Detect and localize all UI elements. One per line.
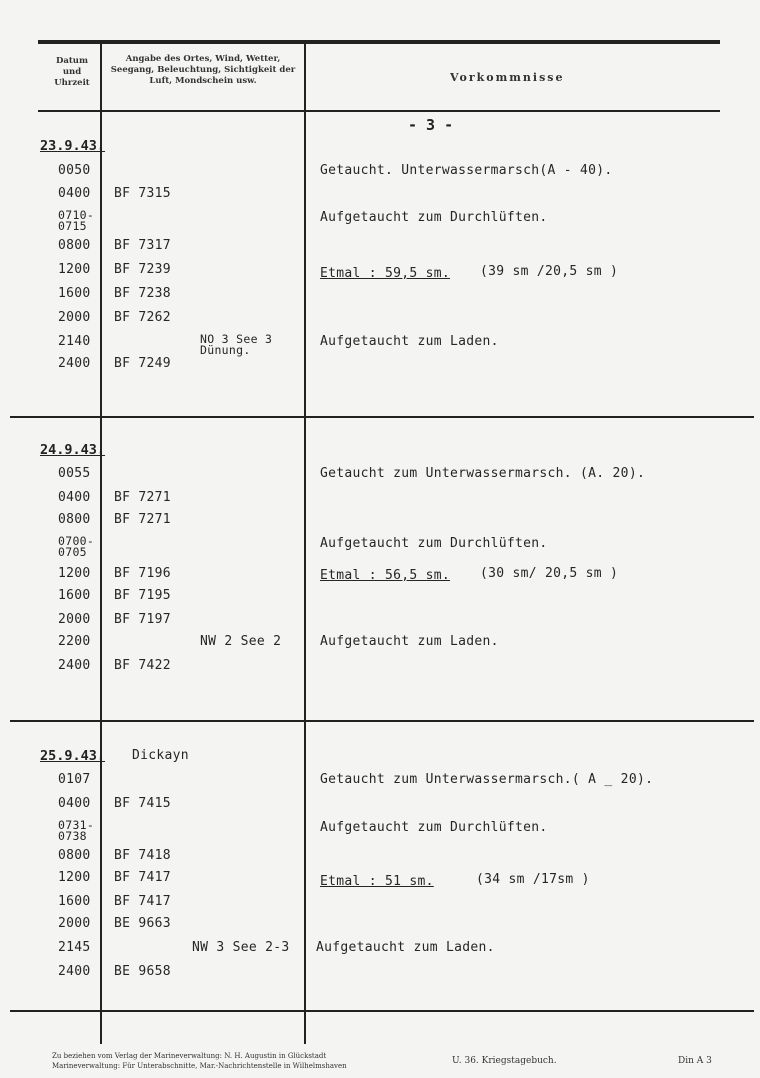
footer-publisher-line-1: Zu beziehen vom Verlag der Marineverwaltung: N. H. Augustin in Glückstadt bbox=[52, 1052, 327, 1060]
header-date-time: Datum und Uhrzeit bbox=[54, 56, 90, 88]
time-cell: 0400 bbox=[58, 186, 91, 201]
event-cell: Aufgetaucht zum Laden. bbox=[316, 940, 495, 955]
event-cell: Aufgetaucht zum Durchlüften. bbox=[320, 820, 548, 835]
position-cell: BF 7238 bbox=[114, 286, 171, 301]
section-separator-2 bbox=[10, 720, 754, 722]
location-note: Dickayn bbox=[132, 748, 189, 763]
etmal-cell: Etmal : 59,5 sm. bbox=[320, 266, 451, 281]
time-cell: 2000 bbox=[58, 916, 91, 931]
time-cell: 2400 bbox=[58, 658, 91, 673]
event-cell: Getaucht zum Unterwassermarsch. (A. 20). bbox=[320, 466, 646, 481]
time-cell: 0050 bbox=[58, 163, 91, 178]
header-events: Vorkommnisse bbox=[450, 71, 565, 84]
position-cell: BF 7317 bbox=[114, 238, 171, 253]
section-separator-1 bbox=[10, 416, 754, 418]
event-cell: Aufgetaucht zum Laden. bbox=[320, 334, 499, 349]
time-cell-range: 0700- 0705 bbox=[58, 534, 95, 559]
weather-cell: NW 3 See 2-3 bbox=[192, 940, 290, 955]
etmal-cell: Etmal : 56,5 sm. bbox=[320, 568, 451, 583]
time-cell: 1600 bbox=[58, 588, 91, 603]
position-cell: BF 7197 bbox=[114, 612, 171, 627]
time-cell: 0400 bbox=[58, 796, 91, 811]
time-cell: 2000 bbox=[58, 310, 91, 325]
position-cell: BF 7249 bbox=[114, 356, 171, 371]
time-cell-range: 0731- 0738 bbox=[58, 818, 95, 843]
time-cell: 1200 bbox=[58, 262, 91, 277]
time-cell: 1600 bbox=[58, 894, 91, 909]
position-cell: BF 7315 bbox=[114, 186, 171, 201]
time-cell: 2140 bbox=[58, 334, 91, 349]
header-bottom-rule bbox=[38, 110, 720, 112]
header-location-weather: Angabe des Ortes, Wind, Wetter, Seegang, Beleuchtung, Sichtigkeit der Luft, Mondschein usw. bbox=[110, 54, 296, 86]
position-cell: BF 7196 bbox=[114, 566, 171, 581]
time-cell: 1200 bbox=[58, 566, 91, 581]
position-cell: BF 7195 bbox=[114, 588, 171, 603]
weather-cell: NO 3 See 3 Dünung. bbox=[200, 332, 273, 357]
etmal-cell: Etmal : 51 sm. bbox=[320, 874, 434, 889]
section-date: 23.9.43. bbox=[40, 138, 106, 154]
weather-cell: NW 2 See 2 bbox=[200, 634, 282, 649]
top-rule bbox=[38, 40, 720, 44]
position-cell: BE 9658 bbox=[114, 964, 171, 979]
position-cell: BF 7415 bbox=[114, 796, 171, 811]
col-line-2 bbox=[304, 44, 306, 1044]
time-cell: 1600 bbox=[58, 286, 91, 301]
footer-publisher-line-2: Marineverwaltung: Für Unterabschnitte, Mar.-Nachrichtenstelle in Wilhelmshaven bbox=[52, 1062, 347, 1070]
time-cell: 0800 bbox=[58, 238, 91, 253]
time-cell: 2400 bbox=[58, 964, 91, 979]
position-cell: BE 9663 bbox=[114, 916, 171, 931]
event-cell: Getaucht. Unterwassermarsch(A - 40). bbox=[320, 163, 613, 178]
position-cell: BF 7239 bbox=[114, 262, 171, 277]
time-cell: 0400 bbox=[58, 490, 91, 505]
time-cell: 0800 bbox=[58, 512, 91, 527]
etmal-detail: (30 sm/ 20,5 sm ) bbox=[480, 566, 619, 581]
position-cell: BF 7262 bbox=[114, 310, 171, 325]
time-cell-range: 0710- 0715 bbox=[58, 208, 95, 233]
event-cell: Aufgetaucht zum Durchlüften. bbox=[320, 536, 548, 551]
time-cell: 0107 bbox=[58, 772, 91, 787]
section-date: 24.9.43. bbox=[40, 442, 106, 458]
footer-form-id: U. 36. Kriegstagebuch. bbox=[452, 1056, 557, 1066]
bottom-rule bbox=[10, 1010, 754, 1012]
event-cell: Getaucht zum Unterwassermarsch.( A _ 20). bbox=[320, 772, 654, 787]
position-cell: BF 7417 bbox=[114, 894, 171, 909]
event-cell: Aufgetaucht zum Laden. bbox=[320, 634, 499, 649]
event-cell: Aufgetaucht zum Durchlüften. bbox=[320, 210, 548, 225]
page-number: - 3 - bbox=[408, 116, 454, 134]
footer-paper-size: Din A 3 bbox=[678, 1056, 712, 1066]
time-cell: 2200 bbox=[58, 634, 91, 649]
etmal-detail: (39 sm /20,5 sm ) bbox=[480, 264, 619, 279]
position-cell: BF 7418 bbox=[114, 848, 171, 863]
position-cell: BF 7271 bbox=[114, 512, 171, 527]
time-cell: 2145 bbox=[58, 940, 91, 955]
time-cell: 1200 bbox=[58, 870, 91, 885]
time-cell: 0800 bbox=[58, 848, 91, 863]
position-cell: BF 7417 bbox=[114, 870, 171, 885]
section-date: 25.9.43. bbox=[40, 748, 106, 764]
position-cell: BF 7422 bbox=[114, 658, 171, 673]
col-line-1 bbox=[100, 44, 102, 1044]
time-cell: 2000 bbox=[58, 612, 91, 627]
etmal-detail: (34 sm /17sm ) bbox=[476, 872, 590, 887]
time-cell: 2400 bbox=[58, 356, 91, 371]
position-cell: BF 7271 bbox=[114, 490, 171, 505]
time-cell: 0055 bbox=[58, 466, 91, 481]
